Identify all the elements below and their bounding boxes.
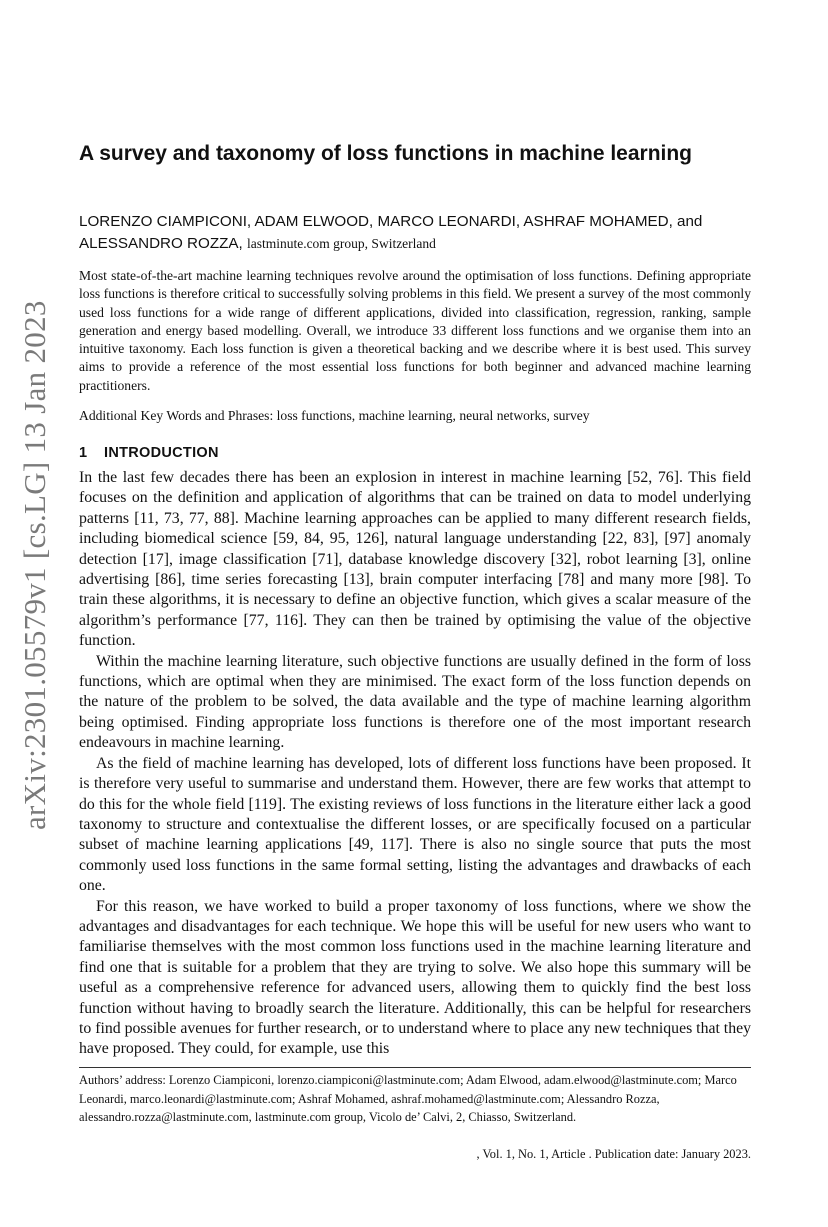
- body-paragraph: In the last few decades there has been an explosion in interest in machine learning [52, 76]. This field focuses on the definition and application of algorithms that can be trained on data to model underlying patterns [11, 73, 77, 88]. Machine learning approaches can be applied to many different research fields, including biomedical science [59, 84, 95, 126], natural language understanding [22, 83], [97] anomaly detection [17], image classification [71], database knowledge discovery [32], robot learning [3], online advertising [86], time series forecasting [13], brain computer interfacing [78] and many more [98]. To train these algorithms, it is necessary to define an objective function, which gives a scalar measure of the algorithm’s performance [77, 116]. They can then be trained by optimising the value of the objective function.: [79, 469, 751, 650]
- footnote-divider: [79, 1067, 751, 1068]
- section-number: 1: [79, 445, 88, 461]
- section-heading: [79, 444, 751, 462]
- publication-line: , Vol. 1, No. 1, Article . Publication date: January 2023.: [476, 1147, 751, 1161]
- section-body: [79, 468, 751, 1060]
- paper-title: A survey and taxonomy of loss functions in machine learning: [79, 142, 693, 165]
- arxiv-stamp: [10, 245, 60, 830]
- affiliation: lastminute.com group, Switzerland: [246, 236, 436, 251]
- arxiv-id: arXiv:2301.05579v1 [cs.LG] 13 Jan 2023: [17, 300, 52, 830]
- authors-address-footnote: Authors’ address: Lorenzo Ciampiconi, lorenzo.ciampiconi@lastminute.com; Adam Elwood, adam.elwood@lastminute.com; Marco Leonardi, marco.leonardi@lastminute.com; Ashraf Mohamed, ashraf.mohamed@lastminute.com; Alessandro Rozza, alessandro.rozza@lastminute.com, lastminute.com group, Vicolo de’ Calvi, 2, Chiasso, Switzerland.: [79, 1073, 737, 1125]
- section-title: INTRODUCTION: [104, 445, 219, 461]
- author-list: LORENZO CIAMPICONI, ADAM ELWOOD, MARCO LEONARDI, ASHRAF MOHAMED, and ALESSANDRO ROZZA,: [79, 213, 703, 252]
- author-block: [79, 211, 759, 255]
- body-paragraph: As the field of machine learning has developed, lots of different loss functions have been proposed. It is therefore very useful to summarise and understand them. However, there are few works that attempt to do this for the whole field [119]. The existing reviews of loss functions in the literature either lack a good taxonomy to structure and contextualise the different losses, or are specifically focused on a particular subset of machine learning applications [49, 117]. There is also no single source that puts the most commonly used loss functions in the same formal setting, listing the advantages and drawbacks of each one.: [79, 754, 751, 895]
- body-paragraph: Within the machine learning literature, such objective functions are usually defined in the form of loss functions, which are optimal when they are minimised. The exact form of the loss function depends on the nature of the problem to be solved, the data available and the type of machine learning algorithm being optimised. Finding appropriate loss functions is therefore one of the most important research endeavours in machine learning.: [79, 652, 751, 752]
- keywords: Additional Key Words and Phrases: loss functions, machine learning, neural networks, survey: [79, 408, 590, 423]
- abstract: Most state-of-the-art machine learning techniques revolve around the optimisation of loss functions. Defining appropriate loss functions is therefore critical to successfully solving problems in this field. We present a survey of the most commonly used loss functions for a wide range of different applications, divided into classification, regression, ranking, sample generation and energy based modelling. Overall, we introduce 33 different loss functions and we organise them into an intuitive taxonomy. Each loss function is given a theoretical backing and we describe where it is best used. This survey aims to provide a reference of the most essential loss functions for both beginner and advanced machine learning practitioners.: [79, 268, 751, 393]
- body-paragraph: For this reason, we have worked to build a proper taxonomy of loss functions, where we show the advantages and disadvantages for each technique. We hope this will be useful for new users who want to familiarise themselves with the most common loss functions used in the machine learning literature and find one that is suitable for a problem that they are trying to solve. We also hope this summary will be useful as a comprehensive reference for advanced users, allowing them to quickly find the best loss function without having to broadly search the literature. Additionally, this can be helpful for researchers to find possible avenues for further research, or to understand where to place any new techniques that they have proposed. They could, for example, use this: [79, 897, 752, 1058]
